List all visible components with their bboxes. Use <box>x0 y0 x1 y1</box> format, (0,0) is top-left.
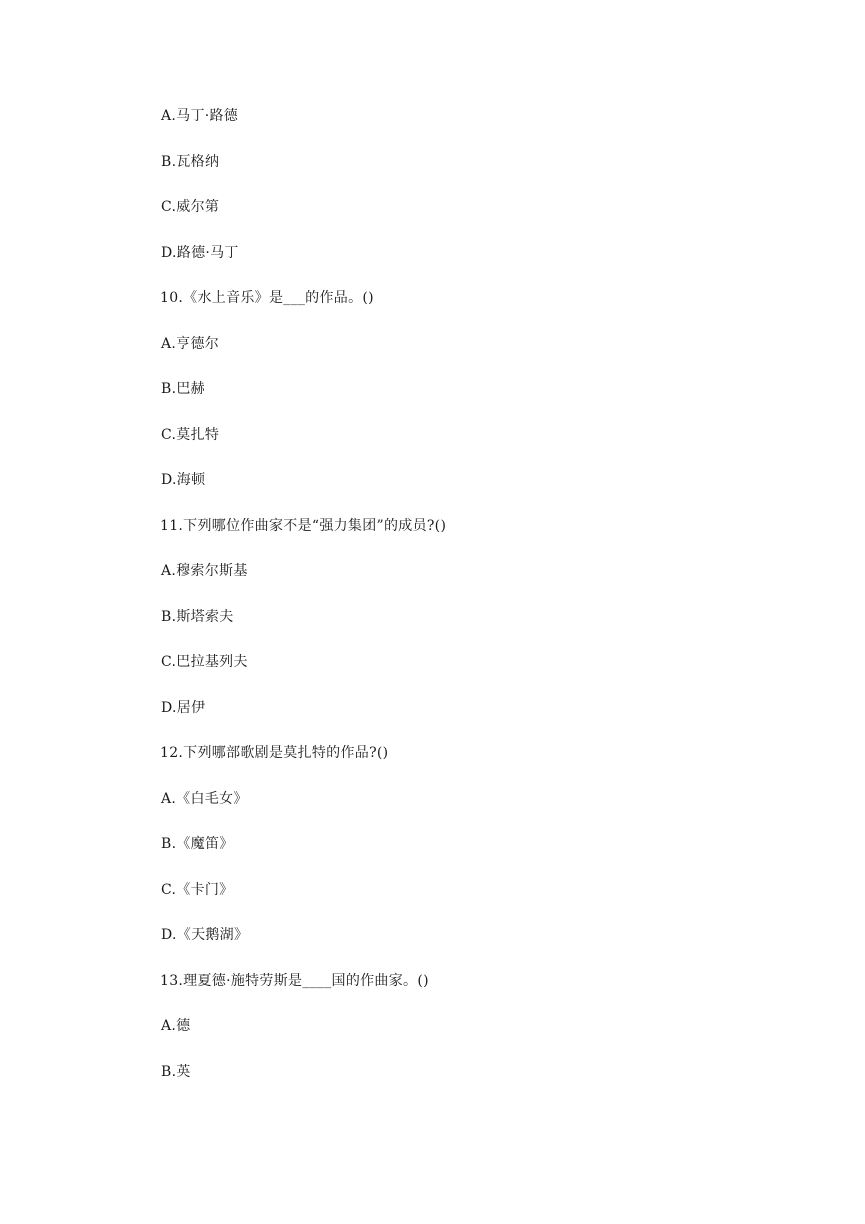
q12-option-b: B.《魔笛》 <box>161 836 234 852</box>
q10-option-b: B.巴赫 <box>161 381 205 397</box>
q10-option-d: D.海顿 <box>161 472 206 488</box>
q12-stem: 12.下列哪部歌剧是莫扎特的作品?() <box>160 745 389 761</box>
q9-option-b: B.瓦格纳 <box>161 154 220 170</box>
q11-stem: 11.下列哪位作曲家不是“强力集团”的成员?() <box>160 518 447 534</box>
q11-option-b: B.斯塔索夫 <box>161 609 234 625</box>
q10-option-a: A.亨德尔 <box>161 336 220 352</box>
q13-option-b: B.英 <box>161 1064 191 1080</box>
q9-option-a: A.马丁·路德 <box>161 108 239 124</box>
q12-option-d: D.《天鹅湖》 <box>161 927 249 943</box>
q12-option-c: C.《卡门》 <box>161 882 234 898</box>
q9-option-d: D.路德·马丁 <box>161 245 239 261</box>
q12-option-a: A.《白毛女》 <box>161 791 248 807</box>
q10-option-c: C.莫扎特 <box>161 427 220 443</box>
q13-option-a: A.德 <box>161 1018 191 1034</box>
q11-option-a: A.穆索尔斯基 <box>161 563 248 579</box>
q10-stem: 10.《水上音乐》是___的作品。() <box>160 290 374 306</box>
q9-option-c: C.威尔第 <box>161 199 220 215</box>
q13-stem: 13.理夏德·施特劳斯是____国的作曲家。() <box>160 973 429 989</box>
q11-option-c: C.巴拉基列夫 <box>161 654 248 670</box>
q11-option-d: D.居伊 <box>161 700 206 716</box>
